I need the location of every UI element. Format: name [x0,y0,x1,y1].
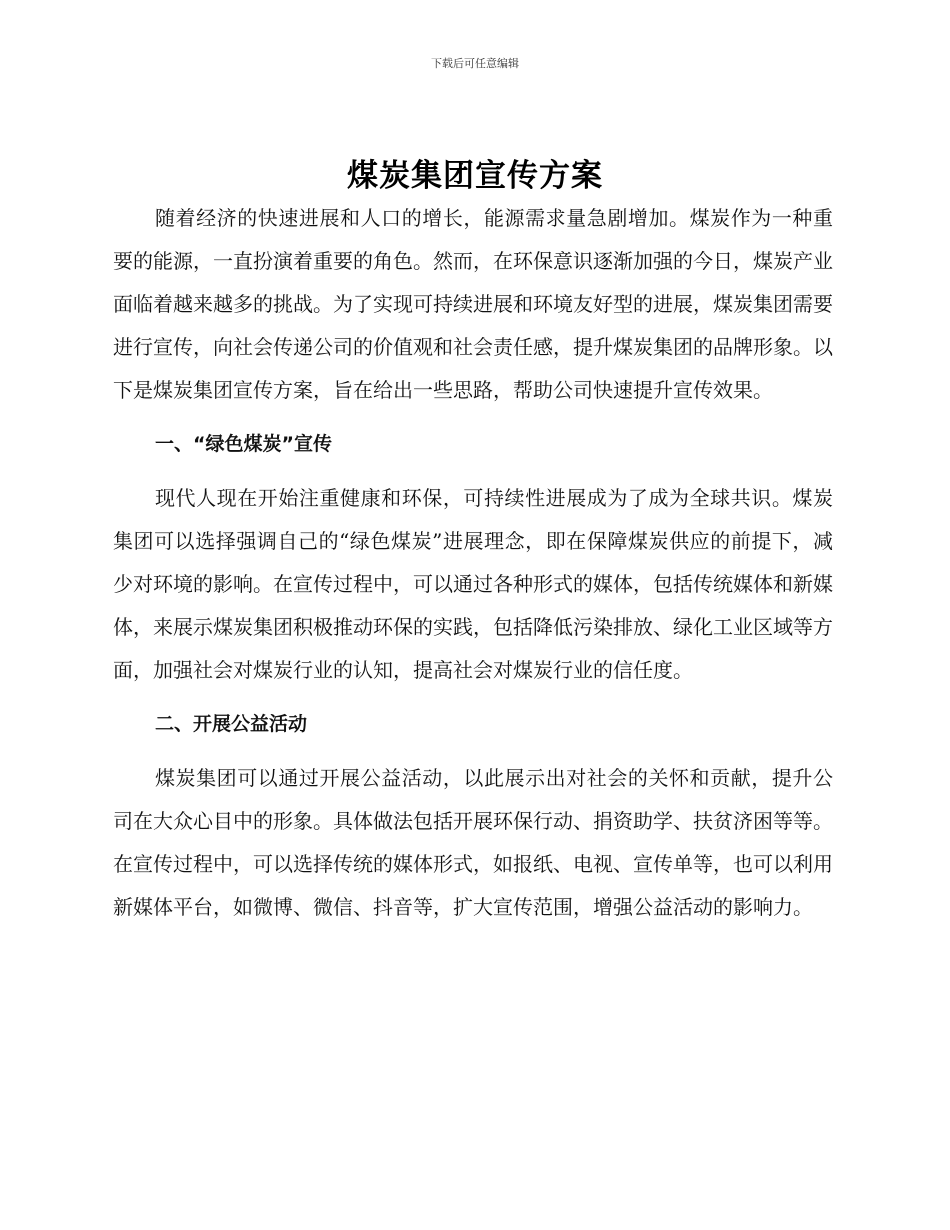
section-body-public-welfare: 煤炭集团可以通过开展公益活动，以此展示出对社会的关怀和贡献，提升公司在大众心目中的形象。具体做法包括开展环保行动、捐资助学、扶贫济困等等。在宣传过程中，可以选择传统的媒体形式，如报纸、电视、宣传单等，也可以利用新媒体平台，如微博、微信、抖音等，扩大宣传范围，增强公益活动的影响力。 [113,766,833,919]
section-heading-green-coal: 一、“绿色煤炭”宣传 [155,433,332,455]
section-heading-public-welfare: 二、开展公益活动 [155,713,308,735]
header-note: 下载后可任意编辑 [431,57,519,70]
section-body-green-coal: 现代人现在开始注重健康和环保，可持续性进展成为了成为全球共识。煤炭集团可以选择强调自己的“绿色煤炭”进展理念，即在保障煤炭供应的前提下，减少对环境的影响。在宣传过程中，可以通过各种形式的媒体，包括传统媒体和新媒体，来展示煤炭集团积极推动环保的实践，包括降低污染排放、绿化工业区域等方面，加强社会对煤炭行业的认知，提高社会对煤炭行业的信任度。 [113,486,833,682]
intro-paragraph: 随着经济的快速进展和人口的增长，能源需求量急剧增加。煤炭作为一种重要的能源，一直扮演着重要的角色。然而，在环保意识逐渐加强的今日，煤炭产业面临着越来越多的挑战。为了实现可持续进展和环境友好型的进展，煤炭集团需要进行宣传，向社会传递公司的价值观和社会责任感，提升煤炭集团的品牌形象。以下是煤炭集团宣传方案，旨在给出一些思路，帮助公司快速提升宣传效果。 [113,206,833,402]
document-title: 煤炭集团宣传方案 [347,158,603,194]
document-body [113,197,833,929]
